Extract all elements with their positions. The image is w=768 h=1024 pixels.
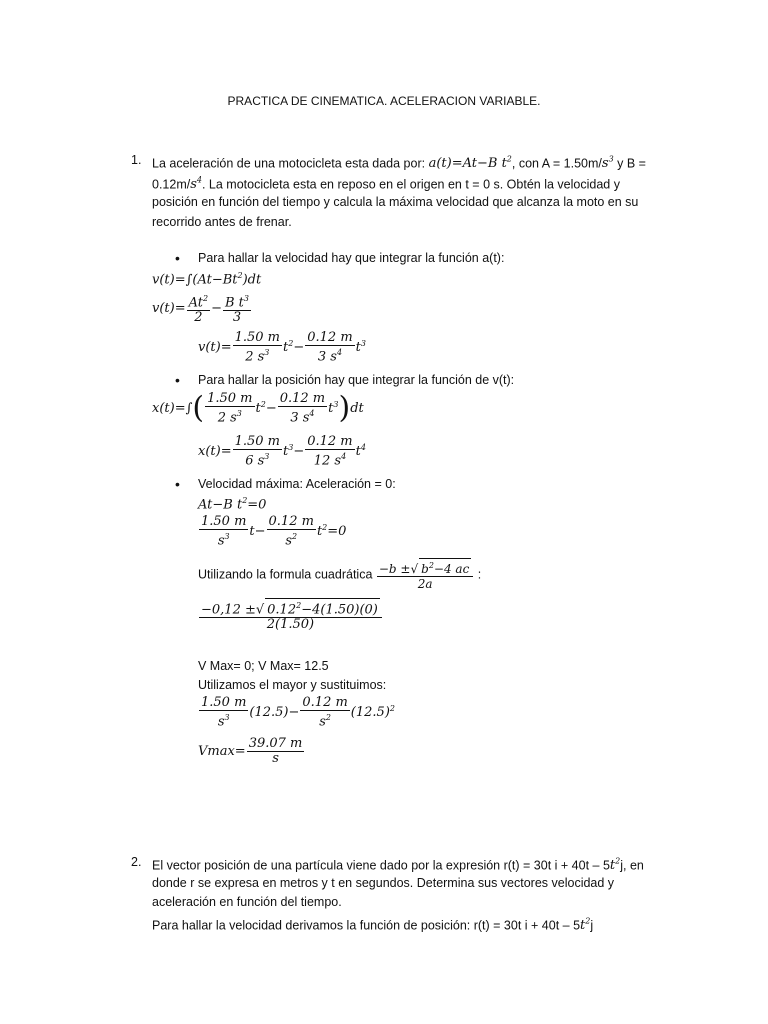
substitute-text: Utilizamos el mayor y sustituimos: [198, 678, 387, 692]
equation-accel-zero: At−B $t^2=0$ [198, 496, 267, 513]
equation-vmax-result: Vmax= $\frac{39.07 m}{s}$ [198, 736, 303, 766]
vmax-values: V Max= 0; V Max= 12.5 [198, 659, 329, 673]
page-title: PRACTICA DE CINEMATICA. ACELERACION VARIABLE. [227, 94, 541, 108]
question-2-line-2: donde r se expresa en metros y t en segundos. Determina sus vectores velocidad y [152, 876, 615, 890]
equation-x-numeric: x(t)= $\frac{1.50 m}{6 s^3}$ $t^3-$ $\frac{0.12 m}{12 s^4}$ $t^4$ [198, 434, 366, 469]
equation-x-integral: x(t)=∫( $\frac{1.50 m}{2 s^3}$ $t^2-$ $\frac{0.12 m}{3 s^4}$ $t^3)dt$ [152, 390, 364, 426]
bullet-velocity-text: Para hallar la velocidad hay que integrar la función a(t): [198, 251, 505, 265]
question-1-number: 1. [131, 153, 142, 167]
equation-quadratic-sub: $\frac{-0,12 \pm√ 0.12^2-4(1.50)(0)}{2(1.50)}$ [198, 598, 383, 632]
equation-v-numeric: v(t)= $\frac{1.50 m}{2 s^3}$ $t^2-$ $\frac{0.12 m}{3 s^4}$ $t^3$ [198, 330, 366, 365]
question-1-line-1: La aceleración de una motocicleta esta dada por: a(t)=At−B $t^2$, con $A = 1.50m/s^3$ y B = [152, 155, 646, 172]
bullet-position-text: Para hallar la posición hay que integrar la función de v(t): [198, 373, 515, 387]
bullet-icon: • [175, 250, 180, 266]
equation-accel-numeric: $\frac{1.50 m}{s^3}$ t− $\frac{0.12 m}{s^2}$ $t^2=0$ [201, 514, 347, 549]
question-2-line-1: El vector posición de una partícula viene dado por la expresión r(t) = 30t $i + 40t - 5t^2j$, en [152, 857, 644, 874]
question-2-number: 2. [131, 855, 142, 869]
question-2-line-3: aceleración en función del tiempo. [152, 895, 342, 909]
bullet-icon: • [175, 372, 180, 388]
equation-vmax-sub: $\frac{1.50 m}{s^3}$ (12.5)− $\frac{0.12 m}{s^2}$ $(12.5)^2$ [201, 695, 395, 730]
question-1-line-3: posición en función del tiempo y calcula la máxima velocidad que alcanza la moto en su [152, 195, 639, 209]
equation-v-general: v(t)= $\frac{At^2}{2}$ − $\frac{B t^3}{3}$ [152, 294, 250, 326]
quadratic-line: Utilizando la formula cuadrática $\frac{-b \pm√ b^2-4 ac}{2a}$ : [198, 558, 481, 591]
question-1-line-2: $0.12m/s^4$. La motocicleta esta en reposo en el origen en t = 0 s. Obtén la velocidad y [152, 176, 620, 193]
question-2-line-4: Para hallar la velocidad derivamos la función de posición: r(t) = 30t $i + 40t - 5t^2j$ [152, 917, 594, 934]
equation-v-integral: $v(t)=\int(At-Bt^2)dt$ [152, 271, 262, 288]
bullet-vmax-text: Velocidad máxima: Aceleración = 0: [198, 477, 396, 491]
bullet-icon: • [175, 476, 180, 492]
question-1-line-4: recorrido antes de frenar. [152, 215, 292, 229]
